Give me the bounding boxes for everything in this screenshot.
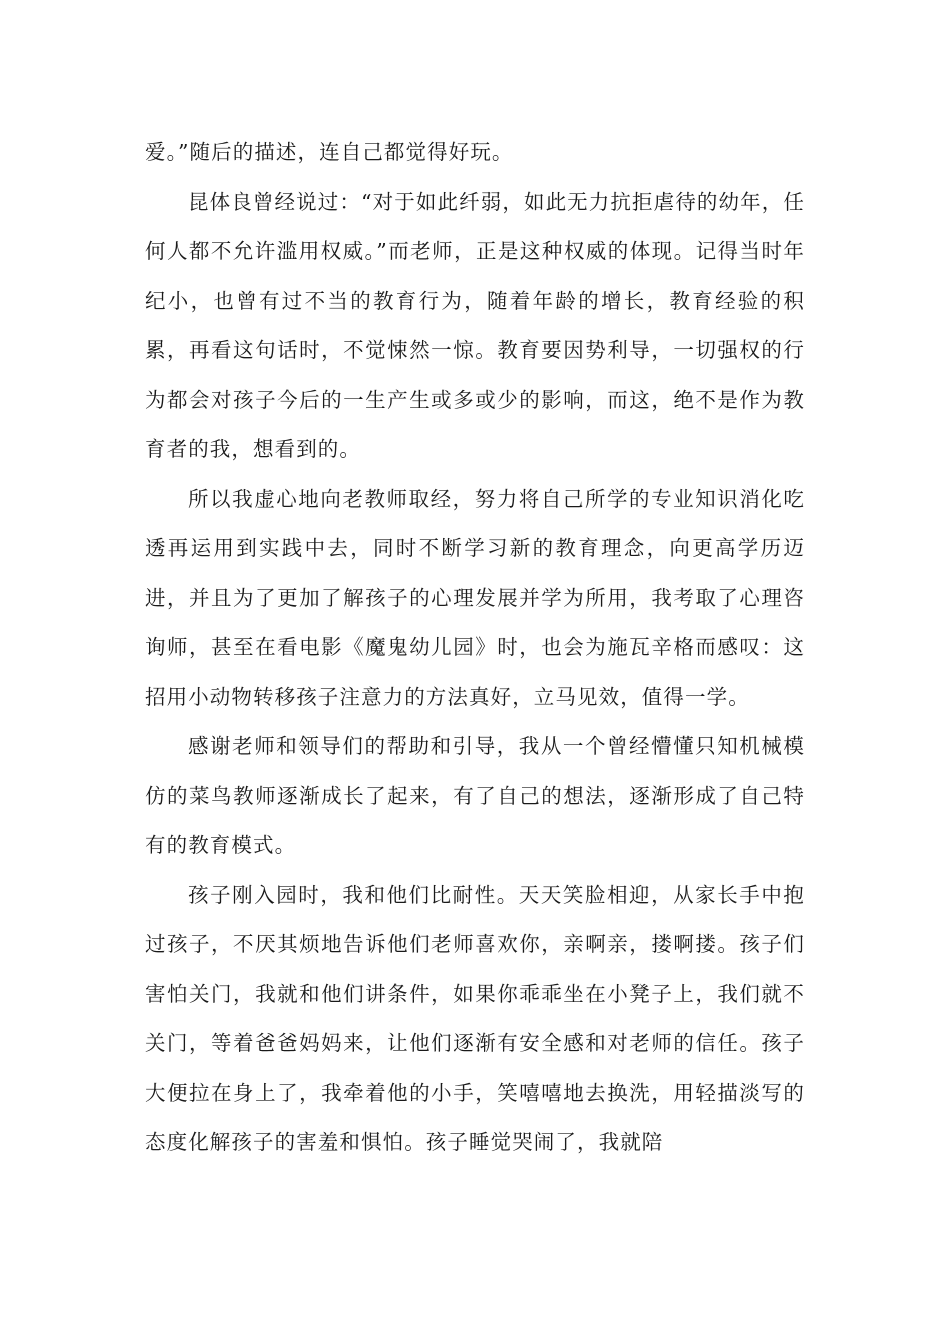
- paragraph-new-children: 孩子刚入园时，我和他们比耐性。天天笑脸相迎，从家长手中抱过孩子，不厌其烦地告诉他们老师喜欢你，亲啊亲，搂啊搂。孩子们害怕关门，我就和他们讲条件，如果你乖乖坐在小凳子上，我们就不关门，等着爸爸妈妈来，让他们逐渐有安全感和对老师的信任。孩子大便拉在身上了，我牵着他的小手，笑嘻嘻地去换洗，用轻描淡写的态度化解孩子的害羞和惧怕。孩子睡觉哭闹了，我就陪: [145, 882, 805, 1154]
- document-body: [145, 128, 805, 1168]
- paragraph-learning: 所以我虚心地向老教师取经，努力将自己所学的专业知识消化吃透再运用到实践中去，同时不断学习新的教育理念，向更高学历迈进，并且为了更加了解孩子的心理发展并学为所用，我考取了心理咨询师，甚至在看电影《魔鬼幼儿园》时，也会为施瓦辛格而感叹：这招用小动物转移孩子注意力的方法真好，立马见效，值得一学。: [145, 486, 805, 709]
- paragraph-gratitude: 感谢老师和领导们的帮助和引导，我从一个曾经懵懂只知机械模仿的菜鸟教师逐渐成长了起来，有了自己的想法，逐渐形成了自己特有的教育模式。: [145, 734, 805, 857]
- paragraph-continuation: 爱。”随后的描述，连自己都觉得好玩。: [145, 140, 514, 164]
- paragraph-quintilian-quote: 昆体良曾经说过：“对于如此纤弱，如此无力抗拒虐待的幼年，任何人都不允许滥用权威。”而老师，正是这种权威的体现。记得当时年纪小，也曾有过不当的教育行为，随着年龄的增长，教育经验的积累，再看这句话时，不觉悚然一惊。教育要因势利导，一切强权的行为都会对孩子今后的一生产生或多或少的影响，而这，绝不是作为教育者的我，想看到的。: [145, 189, 805, 461]
